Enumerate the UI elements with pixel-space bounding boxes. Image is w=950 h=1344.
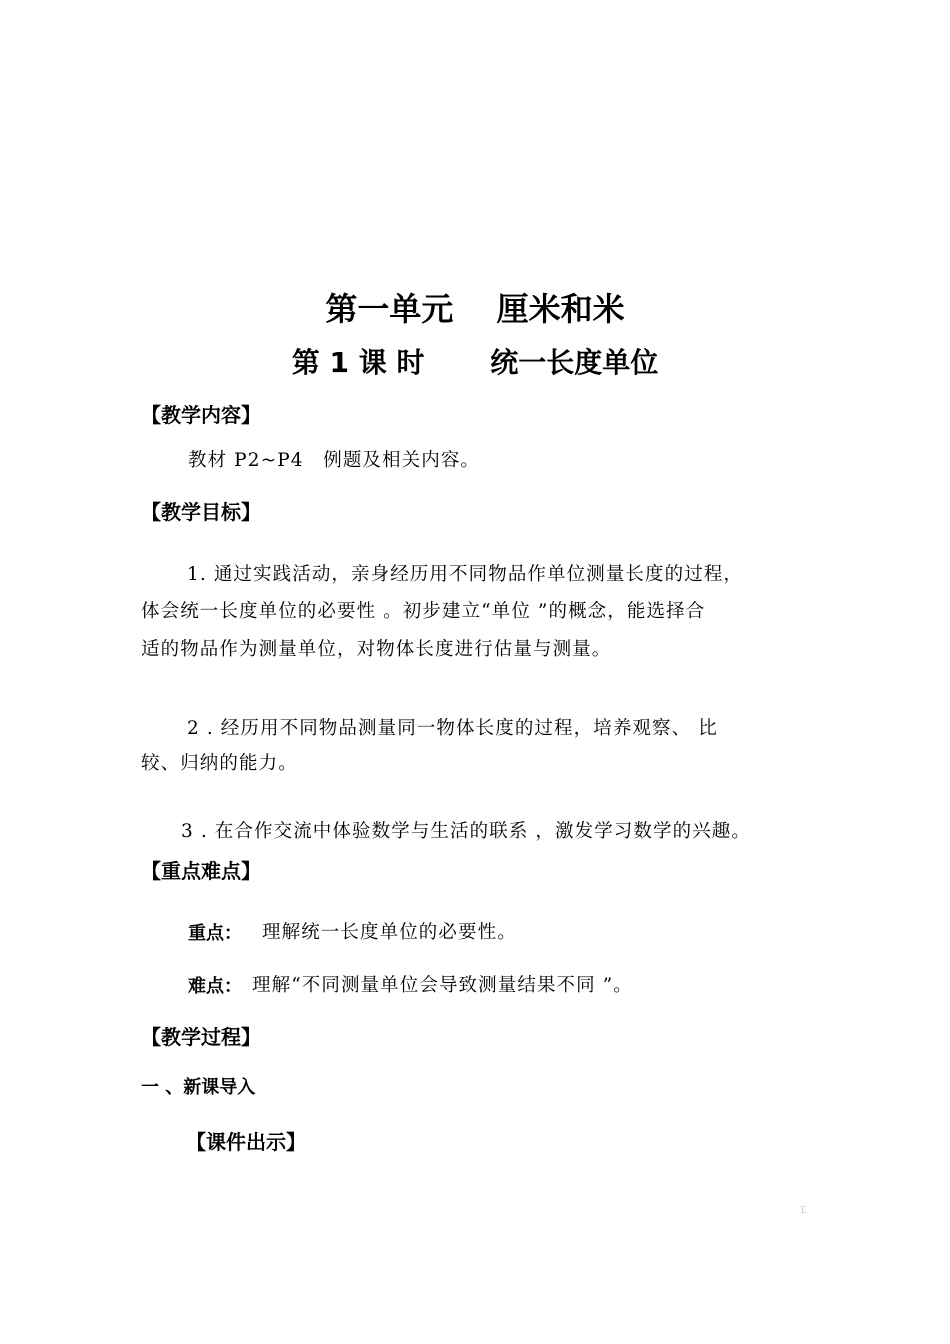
difficult-point-text: 理解“不同测量单位会导致测量结果不同 ”。 — [252, 975, 633, 996]
step1-heading: 一 、新课导入 — [141, 1077, 256, 1098]
courseware-heading: 【课件出示】 — [186, 1130, 306, 1154]
footer-mark: 工 — [798, 1206, 808, 1216]
heading-teaching-goals: 【教学目标】 — [141, 500, 261, 524]
goal2-line1: 2 . 经历用不同物品测量同一物体长度的过程，培养观察、 比 — [187, 718, 718, 739]
goal2-line2: 较、归纳的能力。 — [141, 753, 298, 774]
goal1-line2: 体会统一长度单位的必要性 。初步建立“单位 ”的概念，能选择合 — [141, 601, 706, 622]
heading-key-points: 【重点难点】 — [141, 859, 261, 883]
heading-teaching-content: 【教学内容】 — [141, 403, 261, 427]
document-title: 第一单元 厘米和米 — [325, 290, 625, 328]
difficult-point-label: 难点： — [188, 976, 242, 997]
content-text: 教材 P2~P4 例题及相关内容。 — [188, 450, 481, 471]
goal1-line1: 1. 通过实践活动，亲身经历用不同物品作单位测量长度的过程， — [187, 564, 744, 585]
key-point-label: 重点： — [188, 923, 242, 944]
lesson-subtitle: 第 1 课 时 统一长度单位 — [291, 346, 659, 379]
goal1-line3: 适的物品作为测量单位，对物体长度进行估量与测量。 — [141, 639, 612, 660]
goal3-line1: 3 . 在合作交流中体验数学与生活的联系 ，激发学习数学的兴趣。 — [181, 821, 751, 842]
key-point-text: 理解统一长度单位的必要性。 — [262, 922, 517, 943]
heading-teaching-process: 【教学过程】 — [141, 1025, 261, 1049]
